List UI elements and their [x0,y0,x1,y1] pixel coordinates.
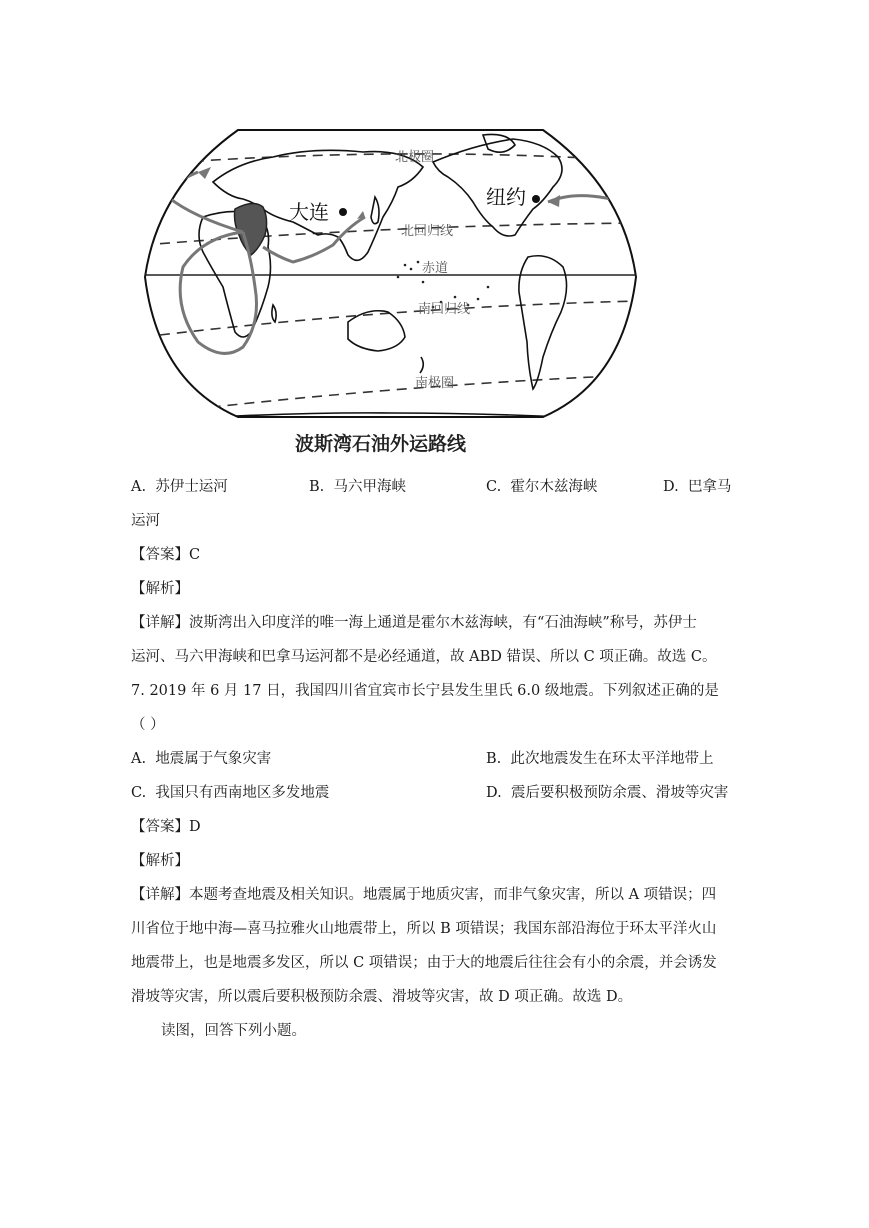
label-newyork: 纽约 [486,185,526,209]
label-equator: 赤道 [422,261,449,276]
q7-detail-line: 川省位于地中海—喜马拉雅火山地震带上，所以 B 项错误；我国东部沿海位于环太平洋火山 [131,921,717,937]
option-text: 震后要积极预防余震、滑坡等灾害 [510,785,729,801]
q7-option-b [486,749,713,769]
q7-option-d [486,783,728,803]
oil-route-map [143,127,638,461]
q6-option-d [663,477,731,497]
option-text: 我国只有西南地区多发地震 [155,785,330,801]
q6-answer: 【答案】C [131,547,201,563]
label-antarctic: 南极圈 [415,376,455,391]
q7-answer: 【答案】D [131,819,201,835]
q7-detail-line: 滑坡等灾害，所以震后要积极预防余震、滑坡等灾害，故 D 项正确。故选 D。 [131,989,633,1005]
label-tropic-capricorn: 南回归线 [418,302,471,317]
q7-stem-line: （ ） [131,717,165,733]
option-letter: C. [131,785,147,801]
q7-stem-line: 7. 2019 年 6 月 17 日，我国四川省宜宾市长宁县发生里氏 6.0 级地震。下列叙述正确的是 [131,683,719,699]
q6-option-a [131,477,228,497]
q6-analysis-label: 【解析】 [131,581,189,597]
option-letter: C. [486,479,502,495]
world-map-svg [143,127,638,461]
q6-option-b [309,477,406,497]
q7-option-c [131,783,329,803]
option-letter: A. [131,751,147,767]
option-text: 苏伊士运河 [155,479,228,495]
option-text: 此次地震发生在环太平洋地带上 [510,751,714,767]
option-text: 霍尔木兹海峡 [510,479,598,495]
q6-detail-line: 运河、马六甲海峡和巴拿马运河都不是必经通道，故 ABD 错误、所以 C 项正确。故选 C。 [131,649,717,665]
q6-detail-line: 【详解】波斯湾出入印度洋的唯一海上通道是霍尔木兹海峡，有“石油海峡”称号，苏伊士 [131,615,697,631]
option-letter: B. [486,751,502,767]
option-letter: B. [309,479,325,495]
label-arctic: 北极圈 [395,150,435,165]
q7-detail-line: 【详解】本题考查地震及相关知识。地震属于地质灾害，而非气象灾害，所以 A 项错误；四 [131,887,717,903]
q7-option-a [131,749,271,769]
option-letter: D. [663,479,679,495]
q7-analysis-label: 【解析】 [131,853,189,869]
option-text: 马六甲海峡 [333,479,406,495]
label-dalian: 大连 [289,200,329,224]
option-letter: A. [131,479,147,495]
option-text: 地震属于气象灾害 [155,751,272,767]
map-caption: 波斯湾石油外运路线 [295,433,467,455]
next-prompt: 读图，回答下列小题。 [161,1023,306,1039]
option-letter: D. [486,785,502,801]
newyork-marker-icon [532,195,540,203]
option-text: 巴拿马 [687,479,732,495]
dalian-marker-icon [339,208,347,216]
q7-detail-line: 地震带上，也是地震多发区，所以 C 项错误；由于大的地震后往往会有小的余震，并会诱发 [131,955,717,971]
q6-option-d-wrap: 运河 [131,513,160,529]
label-tropic-cancer: 北回归线 [401,224,454,239]
q6-option-c [486,477,597,497]
